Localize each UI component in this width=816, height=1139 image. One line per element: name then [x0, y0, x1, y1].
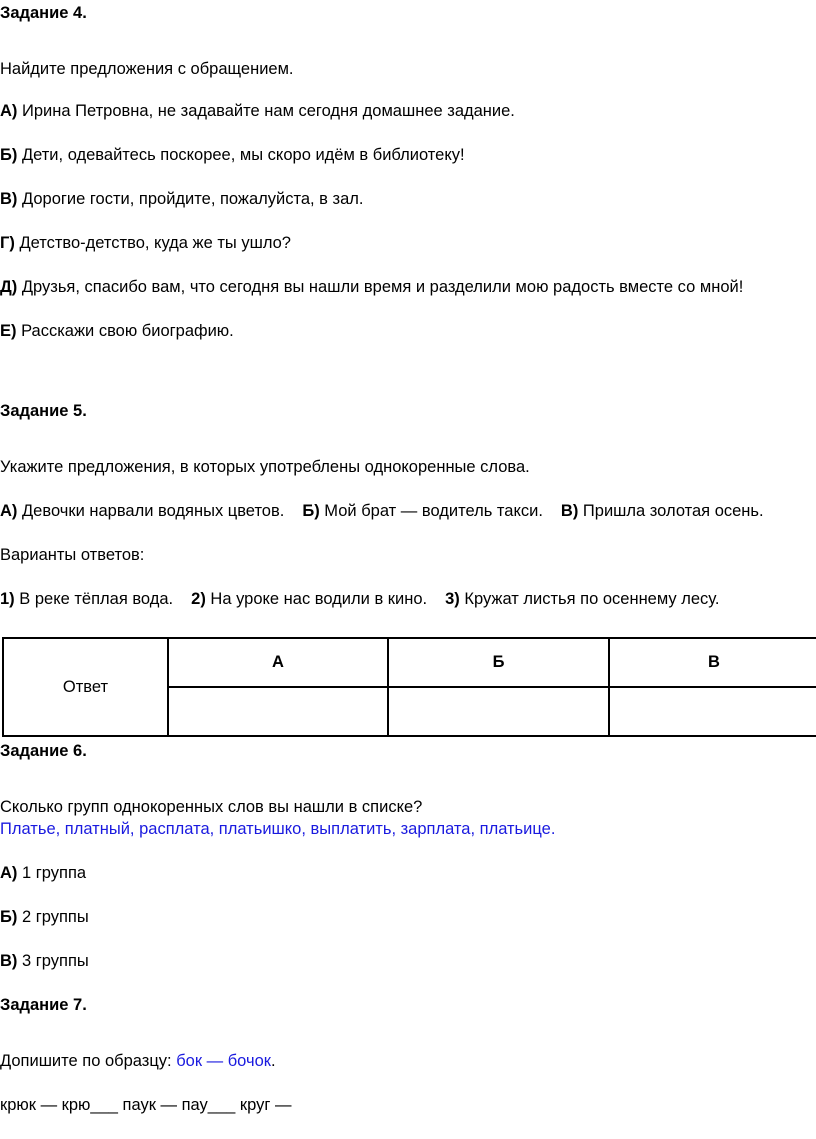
task4-option-a: [0, 101, 515, 121]
answer-cell-v[interactable]: [609, 687, 816, 736]
sentence-letter: В): [560, 502, 579, 520]
option-text: Дети, одевайтесь поскорее, мы скоро идём в библиотеку!: [17, 146, 465, 164]
task7-title: Задание 7.: [0, 996, 87, 1014]
task7-example-end: .: [270, 1052, 276, 1070]
sentence-text: Девочки нарвали водяных цветов.: [17, 502, 285, 520]
task5-variants: [0, 589, 719, 609]
task5-variants-label: Варианты ответов:: [0, 546, 145, 564]
sentence-text: Пришла золотая осень.: [578, 502, 764, 520]
option-text: Детство-детство, куда же ты ушло?: [14, 234, 291, 252]
option-letter: Б): [0, 908, 18, 926]
variant-text: Кружат листья по осеннему лесу.: [459, 590, 720, 608]
answer-header-b: Б: [388, 638, 609, 687]
task6-word-list: Платье, платный, расплата, платьишко, выплатить, зарплата, платьице.: [0, 820, 556, 838]
task6-prompt: Сколько групп однокоренных слов вы нашли в списке?: [0, 798, 423, 816]
option-text: Друзья, спасибо вам, что сегодня вы нашли время и разделили мою радость вместе со мной!: [17, 278, 744, 296]
variant-text: В реке тёплая вода.: [14, 590, 174, 608]
task7-prompt-line: [0, 1051, 276, 1071]
answer-cell-a[interactable]: [168, 687, 388, 736]
option-text: Дорогие гости, пройдите, пожалуйста, в зал.: [17, 190, 364, 208]
option-letter: В): [0, 190, 18, 208]
answer-cell-b[interactable]: [388, 687, 609, 736]
task5-prompt: Укажите предложения, в которых употреблены однокоренные слова.: [0, 458, 530, 476]
sentence-letter: А): [0, 502, 18, 520]
task7-prompt: Допишите по образцу:: [0, 1052, 177, 1070]
task7-example: бок — бочок: [176, 1052, 271, 1070]
variant-number: 1): [0, 590, 15, 608]
task5-title: Задание 5.: [0, 402, 87, 420]
answer-table: [2, 637, 816, 737]
task6-option-b: [0, 907, 89, 927]
sentence-text: Мой брат — водитель такси.: [319, 502, 543, 520]
variant-number: 3): [445, 590, 460, 608]
option-text: 3 группы: [17, 952, 89, 970]
option-letter: В): [0, 952, 18, 970]
task4-option-g: [0, 233, 291, 253]
sentence-letter: Б): [302, 502, 320, 520]
task4-title: Задание 4.: [0, 4, 87, 22]
task6-option-v: [0, 951, 89, 971]
answer-row-label: Ответ: [3, 638, 168, 736]
option-text: 1 группа: [17, 864, 87, 882]
task6-option-a: [0, 863, 86, 883]
task4-prompt: Найдите предложения с обращением.: [0, 60, 294, 78]
option-text: Расскажи свою биографию.: [16, 322, 234, 340]
answer-header-a: А: [168, 638, 388, 687]
option-text: Ирина Петровна, не задавайте нам сегодня домашнее задание.: [17, 102, 515, 120]
task4-option-d: [0, 277, 743, 297]
option-letter: Г): [0, 234, 15, 252]
option-text: 2 группы: [17, 908, 89, 926]
option-letter: Б): [0, 146, 18, 164]
option-letter: А): [0, 864, 18, 882]
task6-title: Задание 6.: [0, 742, 87, 760]
task4-option-v: [0, 189, 364, 209]
variant-number: 2): [191, 590, 206, 608]
task4-option-b: [0, 145, 465, 165]
task4-option-e: [0, 321, 234, 341]
task5-sentences: [0, 501, 764, 521]
variant-text: На уроке нас водили в кино.: [205, 590, 428, 608]
option-letter: Е): [0, 322, 17, 340]
task7-exercise: крюк — крю___ паук — пау___ круг —: [0, 1096, 292, 1114]
option-letter: Д): [0, 278, 18, 296]
option-letter: А): [0, 102, 18, 120]
answer-header-v: В: [609, 638, 816, 687]
